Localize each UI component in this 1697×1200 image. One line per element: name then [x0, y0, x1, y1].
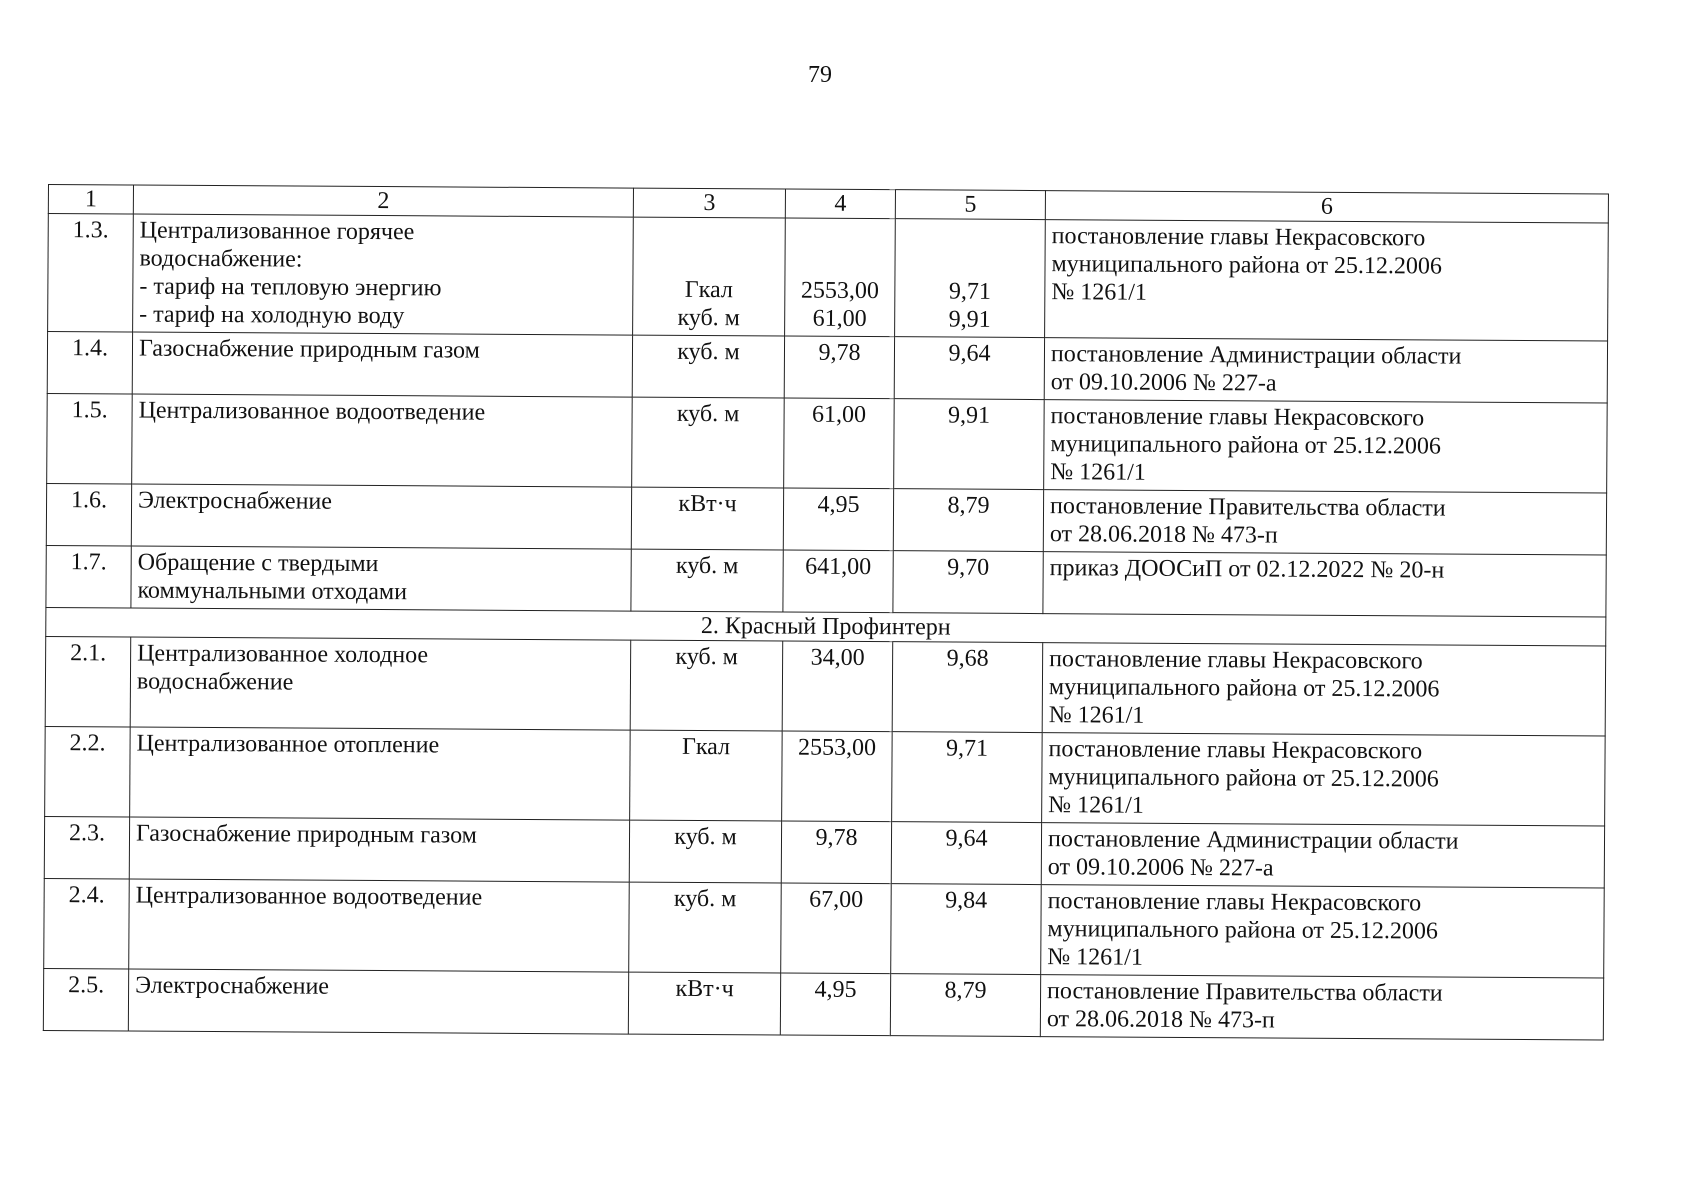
- service-name-line: Централизованное водоотведение: [138, 397, 486, 426]
- legal-basis-cell: [1041, 823, 1604, 888]
- service-name-line: Централизованное водоотведение: [135, 882, 483, 911]
- index-cell-line: 9,84: [945, 887, 988, 914]
- table-row: [45, 636, 1606, 736]
- legal-basis-cell-line: муниципального района от 25.12.2006: [1050, 431, 1441, 460]
- legal-basis-cell-line: постановление главы Некрасовского: [1051, 223, 1426, 252]
- legal-basis-cell: [1042, 733, 1606, 826]
- legal-basis-cell: [1041, 885, 1605, 978]
- legal-basis-cell: [1042, 643, 1606, 736]
- index-cell: [893, 489, 1043, 552]
- index-cell-line: 9,91: [948, 306, 991, 333]
- service-name-line: Электроснабжение: [137, 487, 333, 515]
- volume-cell-line: 61,00: [812, 401, 867, 429]
- volume-cell: [785, 218, 896, 337]
- legal-basis-cell-line: постановление Администрации области: [1050, 341, 1462, 370]
- unit-cell: [630, 730, 783, 821]
- tariff-table: [43, 184, 1609, 1041]
- index-cell-line: 8,79: [947, 492, 990, 519]
- service-name-line: Обращение с твердыми: [137, 549, 379, 578]
- table-row: [47, 332, 1607, 404]
- index-cell-line: 9,71: [945, 735, 989, 762]
- service-name: [129, 817, 629, 882]
- unit-cell: [632, 397, 785, 488]
- row-number: 1.7.: [46, 545, 131, 608]
- service-name-line: водоснабжение: [136, 668, 294, 696]
- legal-basis-cell-line: № 1261/1: [1050, 459, 1146, 486]
- unit-cell: [628, 972, 780, 1035]
- index-cell: [894, 337, 1044, 400]
- header-cell: 1: [48, 185, 133, 215]
- index-cell: [894, 399, 1045, 490]
- volume-cell: [781, 883, 892, 974]
- service-name-line: Электроснабжение: [135, 972, 330, 1000]
- legal-basis-cell-line: № 1261/1: [1048, 792, 1144, 819]
- volume-cell-line: 9,78: [815, 824, 858, 851]
- table-row: [44, 878, 1605, 978]
- legal-basis-cell-line: постановление Правительства области: [1047, 978, 1443, 1007]
- unit-cell: [630, 640, 783, 731]
- legal-basis-cell-line: от 28.06.2018 № 473-п: [1049, 521, 1278, 549]
- unit-cell-line: куб. м: [677, 338, 740, 366]
- volume-cell-line: 2553,00: [797, 734, 877, 762]
- legal-basis-cell: [1043, 552, 1606, 617]
- legal-basis-cell-line: муниципального района от 25.12.2006: [1048, 674, 1440, 703]
- unit-cell-line: куб. м: [676, 400, 740, 428]
- unit-cell: [633, 217, 786, 336]
- header-cell: 2: [133, 185, 633, 217]
- legal-basis-cell-line: постановление главы Некрасовского: [1047, 888, 1422, 917]
- unit-cell-line: куб. м: [675, 643, 738, 671]
- volume-cell-line: [792, 221, 889, 250]
- header-cell: 4: [785, 189, 895, 219]
- index-cell: [895, 219, 1046, 338]
- volume-cell-line: 641,00: [805, 553, 872, 581]
- service-name: [130, 637, 631, 730]
- row-number: 1.4.: [47, 332, 132, 395]
- legal-basis-cell-line: от 09.10.2006 № 227-а: [1047, 854, 1274, 882]
- index-cell-line: 9,71: [948, 278, 991, 305]
- table-row: [46, 483, 1606, 555]
- service-name-line: - тариф на холодную воду: [139, 301, 405, 330]
- service-name-line: коммунальными отходами: [137, 577, 408, 606]
- row-number: 1.6.: [46, 483, 131, 546]
- index-cell: [892, 642, 1043, 733]
- index-cell-line: 9,68: [946, 645, 989, 672]
- unit-cell: [631, 487, 783, 550]
- table-row: [47, 393, 1608, 493]
- volume-cell: [784, 398, 895, 489]
- volume-cell: [783, 488, 893, 551]
- unit-cell-line: Гкал: [684, 276, 733, 304]
- unit-cell-line: Гкал: [681, 733, 731, 761]
- volume-cell: [780, 973, 890, 1036]
- legal-basis-cell-line: постановление Администрации области: [1047, 826, 1459, 855]
- unit-cell: [629, 820, 781, 883]
- row-number: 2.3.: [44, 816, 129, 879]
- table-row: [44, 816, 1604, 888]
- volume-cell-line: 67,00: [809, 886, 864, 913]
- index-cell: [890, 974, 1040, 1037]
- index-cell: [891, 884, 1042, 975]
- legal-basis-cell-line: постановление главы Некрасовского: [1048, 736, 1423, 765]
- legal-basis-cell: [1043, 490, 1606, 555]
- index-cell-line: [901, 249, 1038, 278]
- service-name-line: Централизованное отопление: [136, 730, 440, 759]
- index-cell-line: 8,79: [944, 977, 987, 1004]
- unit-cell-line: куб. м: [675, 552, 739, 580]
- legal-basis-cell-line: № 1261/1: [1048, 702, 1145, 729]
- service-name: [132, 394, 633, 487]
- service-name: [133, 214, 634, 335]
- header-cell: 5: [895, 190, 1045, 220]
- service-name-line: Газоснабжение природным газом: [135, 820, 477, 849]
- table-row: [48, 214, 1609, 342]
- legal-basis-cell-line: муниципального района от 25.12.2006: [1047, 916, 1438, 945]
- page-number: 79: [808, 62, 832, 88]
- table-row: [45, 726, 1606, 826]
- volume-cell-line: 4,95: [814, 976, 857, 1003]
- index-cell: [893, 551, 1043, 614]
- legal-basis-cell-line: постановление Правительства области: [1049, 493, 1446, 522]
- unit-cell: [629, 882, 782, 973]
- volume-cell-line: 2553,00: [800, 277, 879, 305]
- tariff-table-body: [43, 185, 1608, 1041]
- unit-cell-line: кВт·ч: [678, 490, 737, 518]
- row-number: 2.4.: [44, 878, 130, 969]
- legal-basis-cell-line: № 1261/1: [1047, 944, 1143, 971]
- unit-cell-line: куб. м: [673, 885, 737, 913]
- service-name-line: Централизованное холодное: [137, 640, 429, 669]
- volume-cell: [784, 336, 894, 399]
- volume-cell-line: 4,95: [817, 491, 860, 518]
- service-name: [131, 484, 631, 549]
- row-number: 2.5.: [43, 968, 128, 1031]
- volume-cell-line: 61,00: [812, 305, 867, 333]
- index-cell-line: 9,64: [948, 340, 991, 367]
- index-cell: [891, 822, 1041, 885]
- legal-basis-cell-line: муниципального района от 25.12.2006: [1051, 251, 1443, 280]
- legal-basis-cell-line: № 1261/1: [1051, 279, 1148, 306]
- volume-cell-line: 9,78: [818, 339, 861, 366]
- unit-cell-line: [640, 220, 779, 249]
- legal-basis-cell-line: муниципального района от 25.12.2006: [1048, 764, 1439, 793]
- unit-cell-line: куб. м: [674, 823, 737, 851]
- header-cell: 6: [1045, 191, 1608, 223]
- volume-cell-line: [791, 249, 888, 278]
- unit-cell: [631, 549, 783, 612]
- index-cell-line: 9,91: [948, 402, 991, 429]
- service-name: [132, 332, 632, 397]
- legal-basis-cell-line: от 09.10.2006 № 227-а: [1050, 369, 1277, 397]
- service-name-line: Централизованное горячее: [139, 217, 415, 246]
- service-name: [130, 727, 631, 820]
- row-number: 1.5.: [47, 393, 133, 484]
- header-cell: 3: [633, 188, 785, 218]
- service-name-line: - тариф на тепловую энергию: [139, 273, 442, 302]
- volume-cell: [783, 550, 893, 613]
- row-number: 2.2.: [45, 726, 131, 817]
- index-cell: [892, 732, 1043, 823]
- section-title: 2. Красный Профинтерн: [46, 607, 1606, 646]
- volume-cell: [781, 821, 891, 884]
- service-name: [129, 879, 630, 972]
- volume-cell: [782, 641, 893, 732]
- table-row: [46, 545, 1606, 617]
- unit-cell-line: куб. м: [677, 304, 740, 332]
- service-name: [128, 969, 628, 1034]
- legal-basis-cell: [1044, 338, 1607, 403]
- volume-cell: [782, 731, 893, 822]
- unit-cell: [632, 335, 784, 398]
- service-name-line: водоснабжение:: [139, 245, 303, 273]
- legal-basis-cell-line: постановление главы Некрасовского: [1049, 646, 1423, 675]
- legal-basis-cell: [1040, 975, 1603, 1040]
- legal-basis-cell: [1044, 400, 1608, 493]
- legal-basis-cell-line: от 28.06.2018 № 473-п: [1046, 1006, 1275, 1034]
- volume-cell-line: 34,00: [810, 644, 865, 671]
- legal-basis-cell-line: постановление главы Некрасовского: [1050, 403, 1425, 432]
- unit-cell-line: кВт·ч: [675, 975, 734, 1003]
- service-name-line: Газоснабжение природным газом: [138, 335, 480, 364]
- legal-basis-cell: [1045, 220, 1609, 341]
- row-number: 2.1.: [45, 636, 131, 727]
- row-number: 1.3.: [48, 214, 134, 333]
- unit-cell-line: [639, 248, 778, 277]
- index-cell-line: [902, 221, 1039, 250]
- index-cell-line: 9,70: [947, 554, 990, 581]
- table-row: [43, 968, 1603, 1040]
- index-cell-line: 9,64: [945, 825, 988, 852]
- service-name: [131, 546, 631, 611]
- legal-basis-cell-line: приказ ДООСиП от 02.12.2022 № 20-н: [1049, 555, 1445, 584]
